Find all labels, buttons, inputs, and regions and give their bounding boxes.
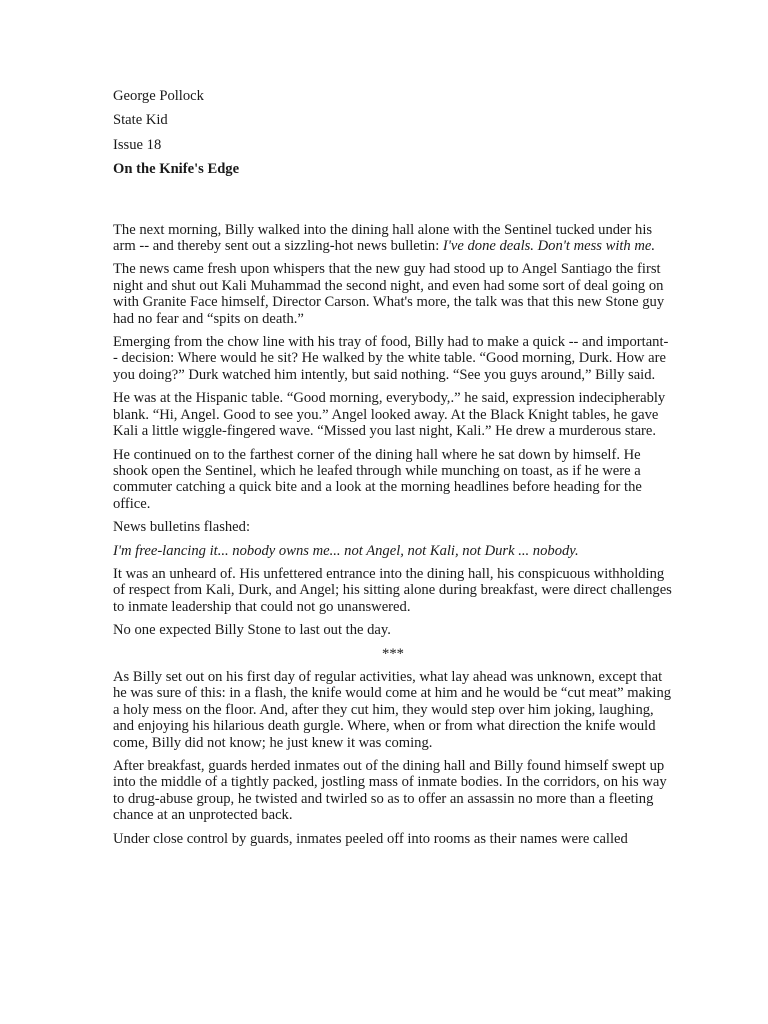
chapter-title: On the Knife's Edge [113,161,240,178]
author-name: George Pollock [113,88,204,104]
paragraph-4: He was at the Hispanic table. “Good morning, everybody,.” he said, expression indecipherably blank. “Hi, Angel. Good to see you.” Angel looked away. At the Black Knight tables, he gave Kali a little wiggle-fingered wave. “Missed you last night, Kali.” He drew a murderous stare. [113,390,666,440]
paragraph-11: After breakfast, guards herded inmates out of the dining hall and Billy found himself swept up into the middle of a tightly packed, jostling mass of inmate bodies. In the corridors, on his way to drug-abuse group, he twisted and twirled so as to offer an assassin no more than a fleeting chance at an unprotected back. [113,758,667,824]
section-separator: *** [382,645,404,662]
paragraph-1-text: The next morning, Billy walked into the dining hall alone with the Sentinel tucked under his arm -- and thereby sent out a sizzling-hot news bulletin: [113,221,653,255]
paragraph-6: News bulletins flashed: [113,519,250,536]
header-spacer [113,186,673,222]
paragraph-7: I'm free-lancing it... nobody owns me... not Angel, not Kali, not Durk ... nobody. [113,542,579,559]
series-name: State Kid [113,112,168,129]
issue-number: Issue 18 [113,136,162,153]
paragraph-3: Emerging from the chow line with his tray of food, Billy had to make a quick -- and important-- decision: Where would he sit? He walked by the white table. “Good morning, Durk. How are you doing?” Durk watched him intently, but said nothing. “See you guys around,” Billy said. [113,334,669,383]
document-page [113,88,673,854]
paragraph-2: The news came fresh upon whispers that the new guy had stood up to Angel Santiago the first night and shut out Kali Muhammad the second night, and even had some sort of deal going on with Granite Face himself, Director Carson. What's more, the talk was that this new Stone guy had no fear and “spits on death.” [113,261,665,327]
paragraph-1-italic: I've done deals. Don't mess with me. [442,238,656,255]
paragraph-5: He continued on to the farthest corner of the dining hall where he sat down by himself. He shook open the Sentinel, which he leafed through while munching on toast, as if he were a commuter catching a quick bite and a look at the morning headlines before heading for the office. [113,446,642,512]
paragraph-10: As Billy set out on his first day of regular activities, what lay ahead was unknown, except that he was sure of this: in a flash, the knife would come at him and he would be “cut meat” making a holy mess on the floor. And, after they cut him, they would step over him joking, laughing, and enjoying his hilarious death gurgle. Where, when or from what direction the knife would come, Billy did not know; he just knew it was coming. [113,668,672,751]
paragraph-9: No one expected Billy Stone to last out the day. [113,622,391,639]
paragraph-8: It was an unheard of. His unfettered entrance into the dining hall, his conspicuous withholding of respect from Kali, Durk, and Angel; his sitting alone during breakfast, were direct challenges to inmate leadership that could not go unanswered. [113,565,672,615]
paragraph-1 [113,222,673,255]
paragraph-12: Under close control by guards, inmates peeled off into rooms as their names were called [113,830,628,847]
